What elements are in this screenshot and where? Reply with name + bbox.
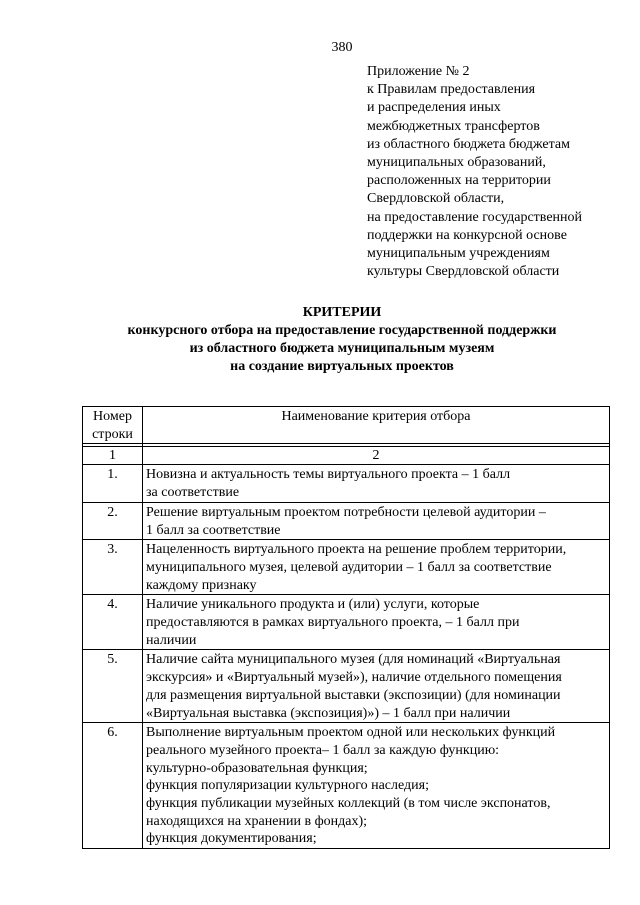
- appendix-line: Приложение № 2: [367, 64, 470, 79]
- criterion-line: Решение виртуальным проектом потребности целевой аудитории –: [146, 504, 546, 520]
- criterion-line: культурно-образовательная функция;: [146, 760, 368, 776]
- index-cell: 1: [83, 447, 143, 465]
- criterion-line: Выполнение виртуальным проектом одной или нескольких функций: [146, 725, 556, 741]
- criterion-line: наличии: [146, 632, 197, 648]
- row-criterion: [143, 595, 610, 650]
- header-name-cell: [143, 407, 610, 444]
- appendix-line: Свердловской области,: [367, 191, 505, 207]
- table-row: [83, 465, 610, 502]
- appendix-block: [367, 63, 627, 281]
- row-criterion: [143, 502, 610, 539]
- row-number: 1.: [83, 465, 143, 502]
- row-number: 2.: [83, 502, 143, 539]
- row-criterion: [143, 465, 610, 502]
- table-row: [83, 595, 610, 650]
- appendix-line: межбюджетных трансфертов: [367, 118, 540, 134]
- criterion-line: для размещения виртуальной выставки (экспозиции) (для номинации: [146, 687, 561, 703]
- appendix-line: муниципальных образований,: [367, 155, 546, 171]
- appendix-line: расположенных на территории: [367, 173, 551, 189]
- table-header-row: [83, 407, 610, 444]
- criterion-line: функция публикации музейных коллекций (в том числе экспонатов,: [146, 796, 551, 812]
- criterion-line: муниципального музея, целевой аудитории – 1 балл за соответствие: [146, 559, 552, 575]
- title-line: конкурсного отбора на предоставление государственной поддержки: [127, 323, 557, 338]
- title-line: на создание виртуальных проектов: [230, 359, 454, 374]
- criterion-line: Новизна и актуальность темы виртуального проекта – 1 балл: [146, 467, 511, 483]
- criterion-line: реального музейного проекта– 1 балл за каждую функцию:: [146, 742, 500, 758]
- criteria-table: [82, 406, 610, 849]
- criterion-line: функция документирования;: [146, 831, 317, 847]
- row-number: 5.: [83, 650, 143, 723]
- document-title: [0, 304, 640, 376]
- row-number: 6.: [83, 723, 143, 849]
- page-number: 380: [331, 40, 353, 55]
- criterion-line: Наличие сайта муниципального музея (для номинаций «Виртуальная: [146, 652, 561, 668]
- header-number-label: Номер: [93, 409, 132, 424]
- appendix-line: к Правилам предоставления: [367, 82, 536, 98]
- row-criterion: [143, 540, 610, 595]
- header-number-label: строки: [92, 426, 133, 442]
- row-number: 4.: [83, 595, 143, 650]
- index-cell: 2: [143, 447, 610, 465]
- appendix-line: муниципальным учреждениям: [367, 246, 550, 262]
- appendix-line: и распределения иных: [367, 100, 501, 116]
- row-criterion: [143, 723, 610, 849]
- appendix-line: на предоставление государственной: [367, 209, 583, 225]
- title-heading: КРИТЕРИИ: [302, 305, 382, 320]
- row-criterion: [143, 650, 610, 723]
- criterion-line: «Виртуальная выставка (экспозиция)») – 1 балл при наличии: [146, 705, 511, 721]
- header-name-label: Наименование критерия отбора: [281, 409, 471, 424]
- table-row: [83, 540, 610, 595]
- appendix-line: культуры Свердловской области: [367, 264, 560, 280]
- table-row: [83, 502, 610, 539]
- title-line: из областного бюджета муниципальным музеям: [189, 341, 495, 356]
- appendix-line: поддержки на конкурсной основе: [367, 227, 567, 243]
- criterion-line: предоставляются в рамках виртуального проекта, – 1 балл при: [146, 615, 520, 631]
- criterion-line: 1 балл за соответствие: [146, 522, 281, 538]
- criterion-line: находящихся на хранении в фондах);: [146, 813, 368, 829]
- table-row: [83, 723, 610, 849]
- appendix-line: из областного бюджета бюджетам: [367, 136, 570, 152]
- criterion-line: Наличие уникального продукта и (или) услуги, которые: [146, 597, 480, 613]
- criterion-line: экскурсия» и «Виртуальный музей»), наличие отдельного помещения: [146, 670, 562, 686]
- table-index-row: [83, 447, 610, 465]
- criterion-line: функция популяризации культурного наследия;: [146, 778, 429, 794]
- criterion-line: Нацеленность виртуального проекта на решение проблем территории,: [146, 542, 567, 558]
- criterion-line: каждому признаку: [146, 577, 257, 593]
- table-row: [83, 650, 610, 723]
- header-number-cell: [83, 407, 143, 444]
- row-number: 3.: [83, 540, 143, 595]
- criterion-line: за соответствие: [146, 485, 240, 501]
